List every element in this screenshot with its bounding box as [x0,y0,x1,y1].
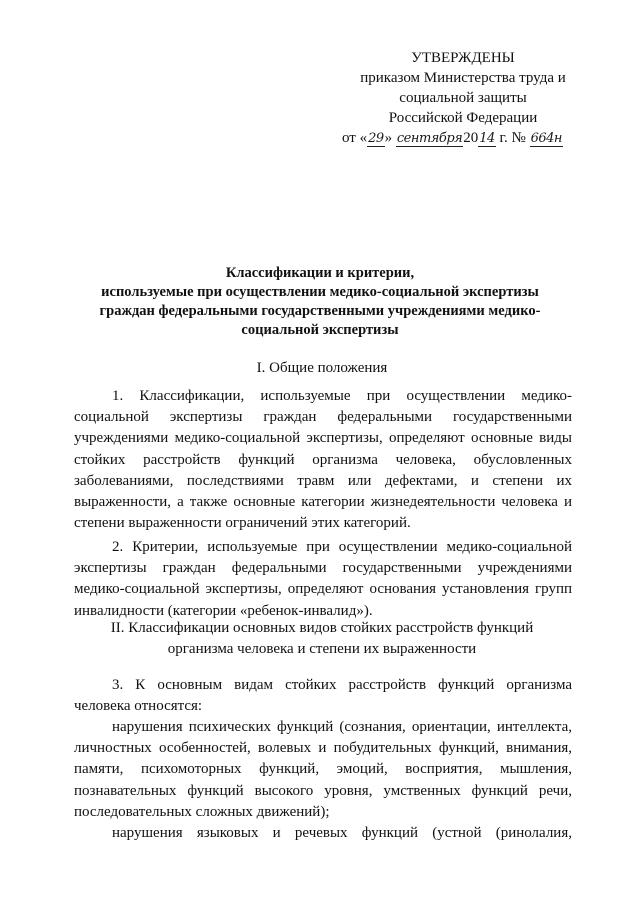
paragraph-2 [74,537,572,622]
title-line-2: используемые при осуществлении медико-социальной экспертизы [101,284,539,300]
p4-line: познавательных функций высокого уровня, умственных функций речи, [74,782,572,799]
p1-line: выраженности, а также основные категории жизнедеятельности человека и [74,494,572,511]
section-1-heading [72,358,572,379]
handwritten-order-number: 664н [530,131,562,146]
paragraph-5 [74,823,572,844]
handwritten-month: сентября [396,131,463,146]
approval-heading: УТВЕРЖДЕНЫ [411,50,515,66]
p5-line: нарушения языковых и речевых функций (устной (ринолалия, [112,825,572,841]
section-2-heading [72,618,572,660]
handwritten-day: 29 [368,131,384,146]
p2-line: инвалидности (категории «ребенок-инвалид»). [74,602,373,619]
p4-line: нарушения психических функций (сознания, ориентации, интеллекта, [112,719,572,735]
p1-line: учреждениями медико-социальной экспертизы, определяют основные виды [74,430,572,447]
p4-line: памяти, психомоторных функций, эмоций, восприятия, мышления, [74,761,572,778]
section-2-heading-line-1: II. Классификации основных видов стойких расстройств функций [110,620,534,636]
date-mid: » [384,130,396,146]
approval-line-2: социальной защиты [399,90,527,106]
section-2-heading-line-2: организма человека и степени их выраженности [167,641,477,657]
p2-line: 2. Критерии, используемые при осуществлении медико-социальной [112,539,572,555]
date-prefix: от « [342,130,368,146]
p3-line: 3. К основным видам стойких расстройств функций организма [112,677,572,693]
p1-line: социальной экспертизы граждан федеральными государственными [74,409,572,426]
date-suffix: г. № [495,130,530,146]
approval-block [340,48,586,149]
p1-line: заболеваниями, последствиями травм или дефектами, и степени их [74,472,572,489]
p4-line: последовательных сложных движений); [74,803,330,820]
date-year-prefix: 20 [463,130,479,146]
handwritten-year: 14 [479,131,495,146]
p1-line: степени выраженности ограничений этих категорий. [74,515,411,532]
approval-line-3: Российской Федерации [388,110,538,126]
p3-line: человека относятся: [74,698,203,715]
title-line-1: Классификации и критерии, [225,265,415,281]
p1-line: 1. Классификации, используемые при осуществлении медико- [112,388,572,404]
p2-line: экспертизы граждан федеральными государственными учреждениями [74,560,572,577]
approval-line-1: приказом Министерства труда и [360,70,566,86]
title-line-4: социальной экспертизы [241,322,399,338]
p4-line: личностных особенностей, волевых и побудительных функций, внимания, [74,740,572,757]
p1-line: стойких расстройств функций организма человека, обусловленных [74,451,572,468]
p2-line: медико-социальной экспертизы, определяют основания установления групп [74,581,572,598]
paragraph-4 [74,717,572,823]
title-line-3: граждан федеральными государственными учреждениями медико- [99,303,541,319]
section-1-heading-text: I. Общие положения [256,360,388,376]
paragraph-1 [74,386,572,534]
paragraph-3 [74,675,572,717]
approval-date-line [340,128,586,149]
document-title [60,264,580,340]
